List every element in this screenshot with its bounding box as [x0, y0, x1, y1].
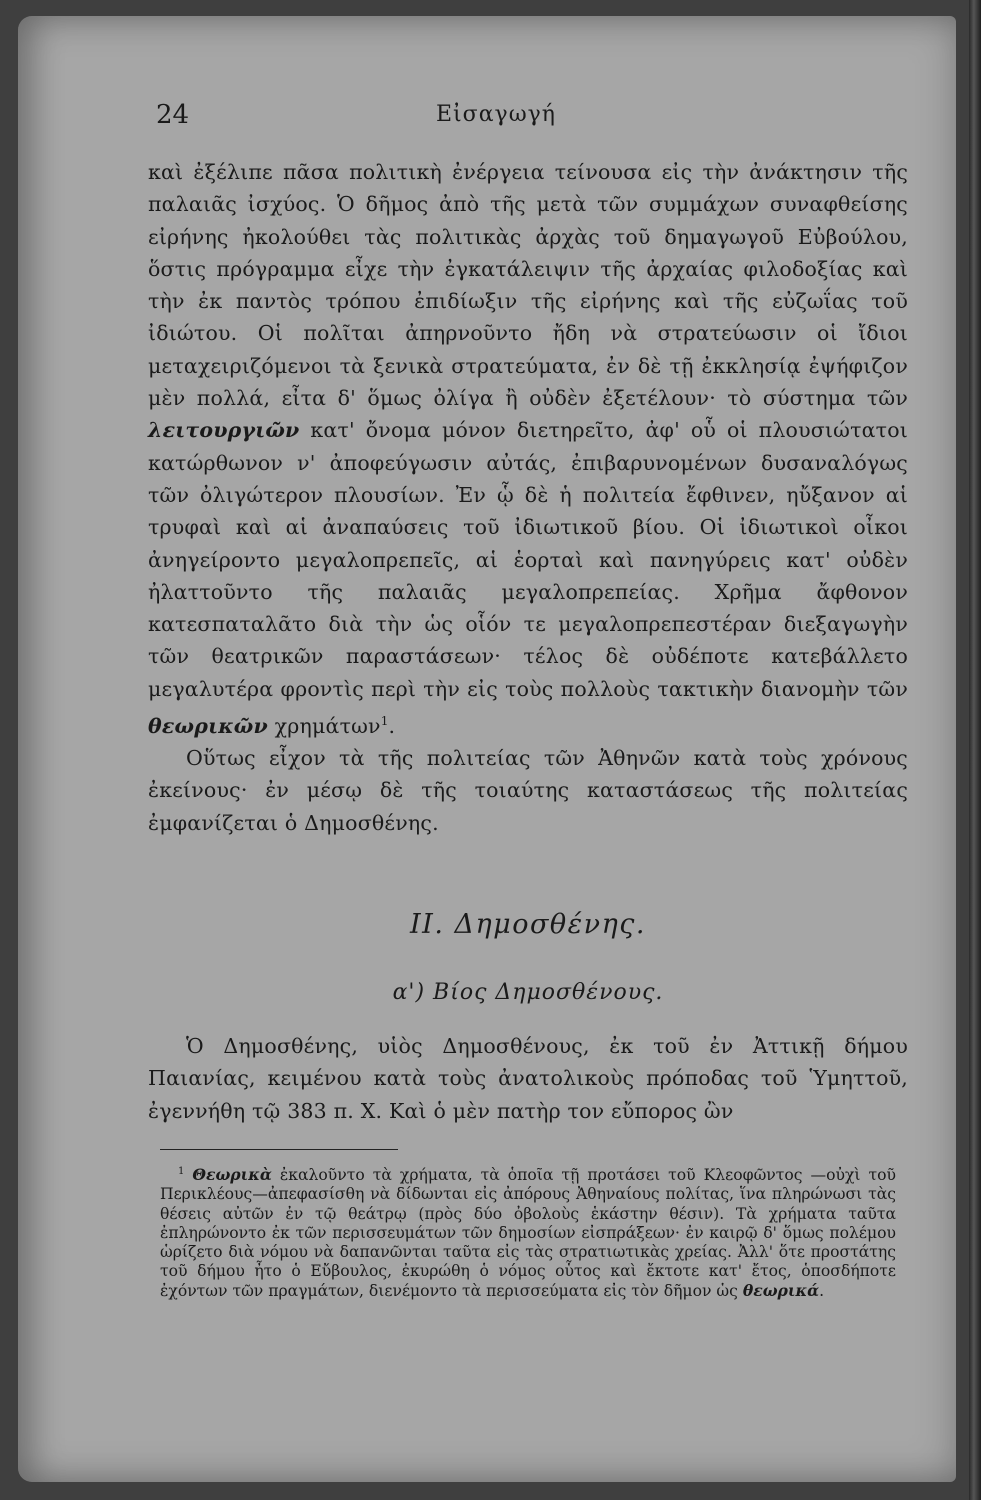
page-header: [156, 100, 836, 140]
main-text: [148, 156, 908, 839]
main-text-continued: [148, 1030, 908, 1127]
footnote-mark: 1: [178, 1166, 185, 1177]
paragraph-1-part-2: κατ' ὄνομα μόνον διετηρεῖτο, ἀφ' οὗ οἱ πλουσιώτατοι κατώρθωνον ν' ἀποφεύγωσιν αὐτάς, ἐπιβαρυνομένων δυσαναλόγως τῶν ὀλιγώτερον πλουσίων. Ἐν ᾧ δὲ ἡ πολιτεία ἔφθινεν, ηὔξανον αἱ τρυφαὶ καὶ αἱ ἀναπαύσεις τοῦ ἰδιωτικοῦ βίου. Οἱ ἰδιωτικοὶ οἶκοι ἀνηγείροντο μεγαλοπρεπεῖς, αἱ ἑορταὶ καὶ πανηγύρεις κατ' οὐδὲν ἠλαττοῦντο τῆς παλαιᾶς μεγαλοπρεπείας. Χρῆμα ἄφθονον κατεσπαταλᾶτο διὰ τὴν ὡς οἷόν τε μεγαλοπρεπεστέραν διεξαγωγὴν τῶν θεατρικῶν παραστάσεων· τέλος δὲ οὐδέποτε κατεβάλλετο μεγαλυτέρα φροντὶς περὶ τὴν εἰς τοὺς πολλοὺς τακτικὴν διανομὴν τῶν: [148, 418, 908, 701]
emphasis-leitourgion: λειτουργιῶν: [148, 418, 300, 443]
book-page: [18, 16, 956, 1482]
footnote-reference[interactable]: 1: [380, 714, 389, 729]
section-heading: II. Δημοσθένης.: [410, 909, 646, 940]
footnote-end: .: [819, 1282, 825, 1301]
footnote-emphasis-theorika-end: θεωρικά: [742, 1281, 820, 1301]
paragraph-1-part-1: καὶ ἐξέλιπε πᾶσα πολιτικὴ ἐνέργεια τείνουσα εἰς τὴν ἀνάκτησιν τῆς παλαιᾶς ἰσχύος. Ὁ δῆμος ἀπὸ τῆς μετὰ τῶν συμμάχων συναφθείσης εἰρήνης ἠκολούθει τὰς πολιτικὰς ἀρχὰς τοῦ δημαγωγοῦ Εὐβούλου, ὅστις πρόγραμμα εἶχε τὴν ἐγκατάλειψιν τῆς ἀρχαίας φιλοδοξίας καὶ τὴν ἐκ παντὸς τρόπου ἐπιδίωξιν τῆς εἰρήνης καὶ τῆς εὐζωΐας τοῦ ἰδιώτου. Οἱ πολῖται ἀπηρνοῦντο ἤδη νὰ στρατεύωσιν οἱ ἴδιοι μεταχειριζόμενοι τὰ ξενικὰ στρατεύματα, ἐν δὲ τῇ ἐκκλησίᾳ ἐψήφιζον μὲν πολλά, εἶτα δ' ὅμως ὀλίγα ἢ οὐδὲν ἐξετέλουν· τὸ σύστημα τῶν: [148, 160, 908, 411]
book-spine-edge: [969, 0, 981, 1500]
subsection-heading: α') Βίος Δημοσθένους.: [392, 980, 664, 1005]
footnote-emphasis-theorika: Θεωρικὰ: [192, 1165, 272, 1185]
paragraph-1-end: .: [388, 713, 396, 738]
footnote-1: [160, 1162, 896, 1302]
paragraph-1: [148, 156, 908, 742]
paragraph-2: Οὕτως εἶχον τὰ τῆς πολιτείας τῶν Ἀθηνῶν κατὰ τοὺς χρόνους ἐκείνους· ἐν μέσῳ δὲ τῆς τοιαύτης καταστάσεως τῆς πολιτείας ἐμφανίζεται ὁ Δημοσθένης.: [148, 746, 908, 835]
footnote-divider: [160, 1149, 398, 1150]
footnote-text: ἐκαλοῦντο τὰ χρήματα, τὰ ὁποῖα τῇ προτάσει τοῦ Κλεοφῶντος —οὐχὶ τοῦ Περικλέους—ἀπεφασίσθη νὰ δίδωνται εἰς ἀπόρους Ἀθηναίους πολίτας, ἵνα πληρώνωσι τὰς θέσεις αὐτῶν ἐν τῷ θεάτρῳ (πρὸς δύο ὀβολοὺς ἑκάστην θέσιν). Τὰ χρήματα ταῦτα ἐπληρώνοντο ἐκ τῶν περισσευμάτων τῶν δημοσίων εἰσπράξεων· ἐν καιρῷ δ' ὅμως πολέμου ὡρίζετο διὰ νόμου νὰ δαπανῶνται ταῦτα εἰς τὰς στρατιωτικὰς χρείας. Ἀλλ' ὅτε προστάτης τοῦ δήμου ἦτο ὁ Εὔβουλος, ἐκυρώθη ὁ νόμος οὗτος καὶ ἔκτοτε κατ' ἔτος, ὁποσδήποτε ἐχόντων τῶν πραγμάτων, διενέμοντο τὰ περισσεύματα εἰς τὸν δῆμον ὡς: [160, 1166, 897, 1301]
paragraph-3: Ὁ Δημοσθένης, υἱὸς Δημοσθένους, ἐκ τοῦ ἐν Ἀττικῇ δήμου Παιανίας, κειμένου κατὰ τοὺς ἀνατολικοὺς πρόποδας τοῦ Ὑμηττοῦ, ἐγεννήθη τῷ 383 π. Χ. Καὶ ὁ μὲν πατὴρ τον εὔπορος ὢν: [148, 1034, 908, 1123]
running-head: Εἰσαγωγή: [436, 102, 556, 127]
page-number: 24: [156, 100, 190, 130]
paragraph-1-part-3: χρημάτων: [274, 713, 381, 738]
emphasis-theorikon: θεωρικῶν: [148, 713, 268, 738]
footnote: [160, 1162, 896, 1302]
